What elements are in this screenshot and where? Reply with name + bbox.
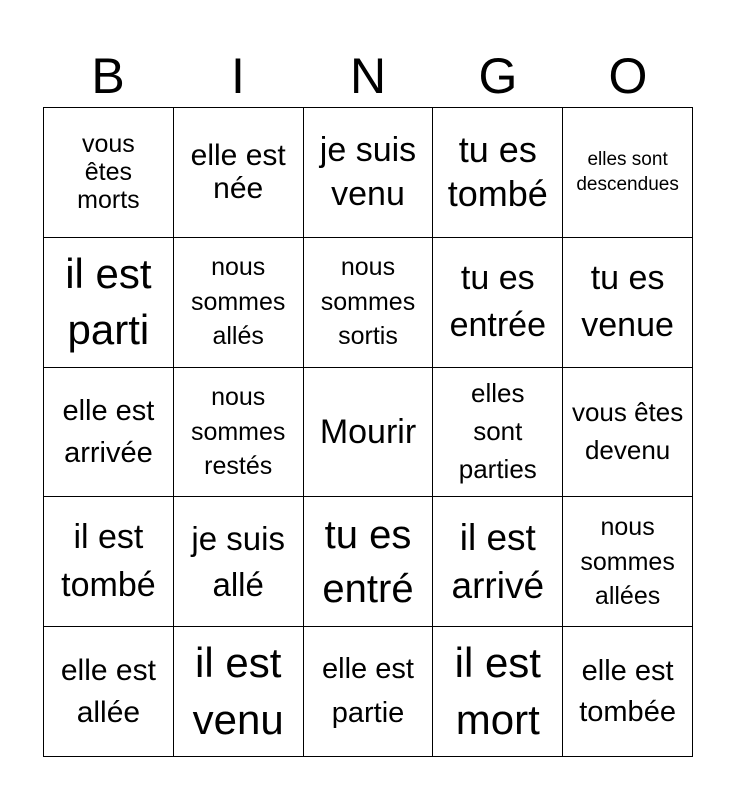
bingo-cell-r4-c4[interactable] [563,627,693,757]
cell-text: vous êtes morts [77,130,140,215]
bingo-cell-r3-c4[interactable] [563,497,693,627]
cell-text: il est venu [192,638,284,743]
bingo-cell-r3-c3[interactable] [433,497,563,627]
header-letter-o: O [608,48,648,104]
bingo-cell-r3-c0[interactable] [44,497,174,627]
bingo-cell-r4-c3[interactable] [433,627,563,757]
bingo-cell-r2-c4[interactable] [563,368,693,498]
bingo-cell-r0-c4[interactable] [563,108,693,238]
bingo-cell-r1-c3[interactable] [433,238,563,368]
cell-text: tu es entré [322,512,414,611]
header-letter-b: B [91,48,125,104]
cell-text: nous sommes allées [580,513,675,611]
bingo-cell-r3-c2[interactable] [304,497,434,627]
bingo-cell-r4-c0[interactable] [44,627,174,757]
bingo-cell-r0-c3[interactable] [433,108,563,238]
bingo-cell-r1-c1[interactable] [174,238,304,368]
bingo-cell-r0-c0[interactable] [44,108,174,238]
cell-text: il est tombé [61,518,156,604]
cell-text: je suis venu [319,131,417,214]
bingo-cell-r2-c2[interactable] [304,368,434,498]
bingo-cell-r2-c0[interactable] [44,368,174,498]
header-letter-n: N [349,48,387,104]
cell-text: je suis allé [191,519,285,603]
cell-text: nous sommes sortis [320,253,416,351]
cell-text: elle est partie [322,653,414,729]
bingo-cell-r2-c3[interactable] [433,368,563,498]
bingo-cell-r1-c2[interactable] [304,238,434,368]
cell-text: tu es venue [581,258,674,345]
cell-text: il est mort [454,638,541,743]
bingo-board [43,107,693,757]
cell-text: tu es tombé [447,129,548,215]
bingo-cell-r1-c0[interactable] [44,238,174,368]
cell-text: elles sont descendues [576,148,679,196]
bingo-cell-r3-c1[interactable] [174,497,304,627]
bingo-cell-r4-c2[interactable] [304,627,434,757]
cell-text: il est parti [65,249,152,354]
bingo-cell-r0-c1[interactable] [174,108,304,238]
bingo-cell-r4-c1[interactable] [174,627,304,757]
cell-text: elle est arrivée [62,394,155,469]
cell-text: vous êtes devenu [571,397,684,465]
cell-text: nous sommes restés [190,383,286,481]
cell-text: Mourir [319,412,417,451]
bingo-header [43,44,693,108]
cell-text: elle est tombée [579,655,676,728]
bingo-cell-r0-c2[interactable] [304,108,434,238]
cell-text: il est arrivé [451,516,545,606]
cell-text: nous sommes allés [190,253,286,351]
header-letter-g: G [478,48,518,104]
header-letter-i: I [231,48,245,104]
cell-text: elles sont parties [458,378,537,484]
cell-text: elle est née [190,138,286,206]
cell-text: elle est allée [60,653,156,729]
bingo-cell-r1-c4[interactable] [563,238,693,368]
bingo-cell-r2-c1[interactable] [174,368,304,498]
cell-text: tu es entrée [449,258,546,345]
